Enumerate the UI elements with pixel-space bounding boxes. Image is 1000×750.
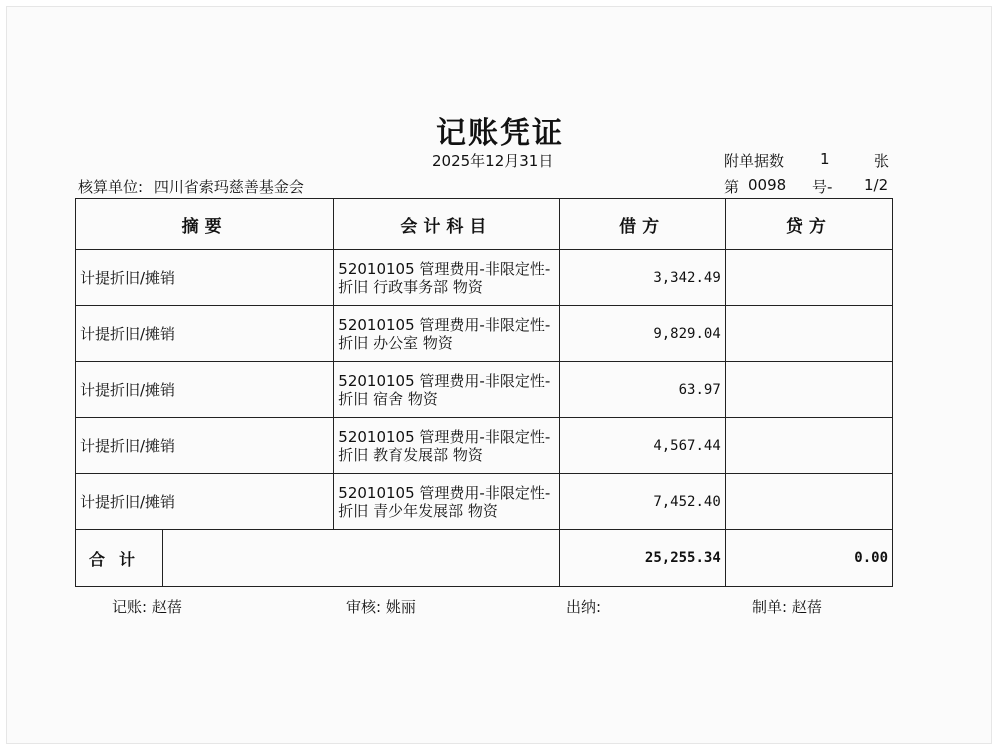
header-debit: 借方	[559, 199, 725, 250]
account-line1: 52010105 管理费用-非限定性-	[338, 371, 551, 390]
table-row	[76, 250, 893, 306]
table-row	[76, 306, 893, 362]
total-debit: 25,255.34	[559, 530, 725, 587]
row-account	[334, 306, 559, 362]
header-account: 会计科目	[334, 199, 559, 250]
row-summary: 计提折旧/摊销	[76, 306, 334, 362]
voucher-number	[724, 176, 892, 197]
row-credit	[725, 474, 892, 530]
page-indicator: 1/2	[864, 176, 889, 194]
no-prefix: 第	[724, 178, 740, 196]
attachment-count	[724, 150, 892, 171]
table-row	[76, 474, 893, 530]
row-summary: 计提折旧/摊销	[76, 362, 334, 418]
row-credit	[725, 418, 892, 474]
no-suffix: 号-	[812, 178, 833, 196]
footer-reviewer: 审核: 姚丽	[346, 598, 416, 616]
header-summary: 摘要	[76, 199, 334, 250]
unit-label: 核算单位:	[78, 178, 144, 196]
table-row	[76, 418, 893, 474]
row-credit	[725, 250, 892, 306]
row-summary: 计提折旧/摊销	[76, 418, 334, 474]
account-line1: 52010105 管理费用-非限定性-	[338, 259, 551, 278]
total-row	[76, 530, 893, 587]
unit-name: 四川省索玛慈善基金会	[153, 178, 304, 196]
row-debit: 3,342.49	[559, 250, 725, 306]
footer-preparer: 制单: 赵蓓	[752, 598, 822, 616]
account-line2: 折旧 办公室 物资	[338, 333, 453, 352]
attach-count: 1	[820, 150, 830, 168]
row-account	[334, 250, 559, 306]
no-value: 0098	[748, 176, 787, 194]
row-credit	[725, 362, 892, 418]
row-debit: 9,829.04	[559, 306, 725, 362]
row-debit: 63.97	[559, 362, 725, 418]
row-debit: 7,452.40	[559, 474, 725, 530]
total-credit: 0.00	[725, 530, 892, 587]
voucher-title: 记账凭证	[436, 116, 564, 151]
row-debit: 4,567.44	[559, 418, 725, 474]
voucher-table	[75, 198, 893, 587]
attach-unit: 张	[874, 152, 890, 170]
total-label: 合计	[76, 530, 163, 587]
account-line2: 折旧 青少年发展部 物资	[338, 501, 498, 520]
row-account	[334, 362, 559, 418]
account-line2: 折旧 行政事务部 物资	[338, 277, 483, 296]
header-credit: 贷方	[725, 199, 892, 250]
account-line1: 52010105 管理费用-非限定性-	[338, 427, 551, 446]
account-line1: 52010105 管理费用-非限定性-	[338, 483, 551, 502]
footer-cashier: 出纳:	[566, 598, 602, 616]
account-line2: 折旧 教育发展部 物资	[338, 445, 483, 464]
table-header-row	[76, 199, 893, 250]
row-account	[334, 418, 559, 474]
table-row	[76, 362, 893, 418]
row-credit	[725, 306, 892, 362]
attach-label: 附单据数	[724, 152, 785, 170]
account-line2: 折旧 宿舍 物资	[338, 389, 438, 408]
row-summary: 计提折旧/摊销	[76, 474, 334, 530]
accounting-unit	[78, 176, 304, 197]
row-account	[334, 474, 559, 530]
row-summary: 计提折旧/摊销	[76, 250, 334, 306]
footer-bookkeeper: 记账: 赵蓓	[112, 598, 182, 616]
total-blank	[163, 530, 559, 587]
account-line1: 52010105 管理费用-非限定性-	[338, 315, 551, 334]
voucher-date: 2025年12月31日	[432, 152, 554, 170]
